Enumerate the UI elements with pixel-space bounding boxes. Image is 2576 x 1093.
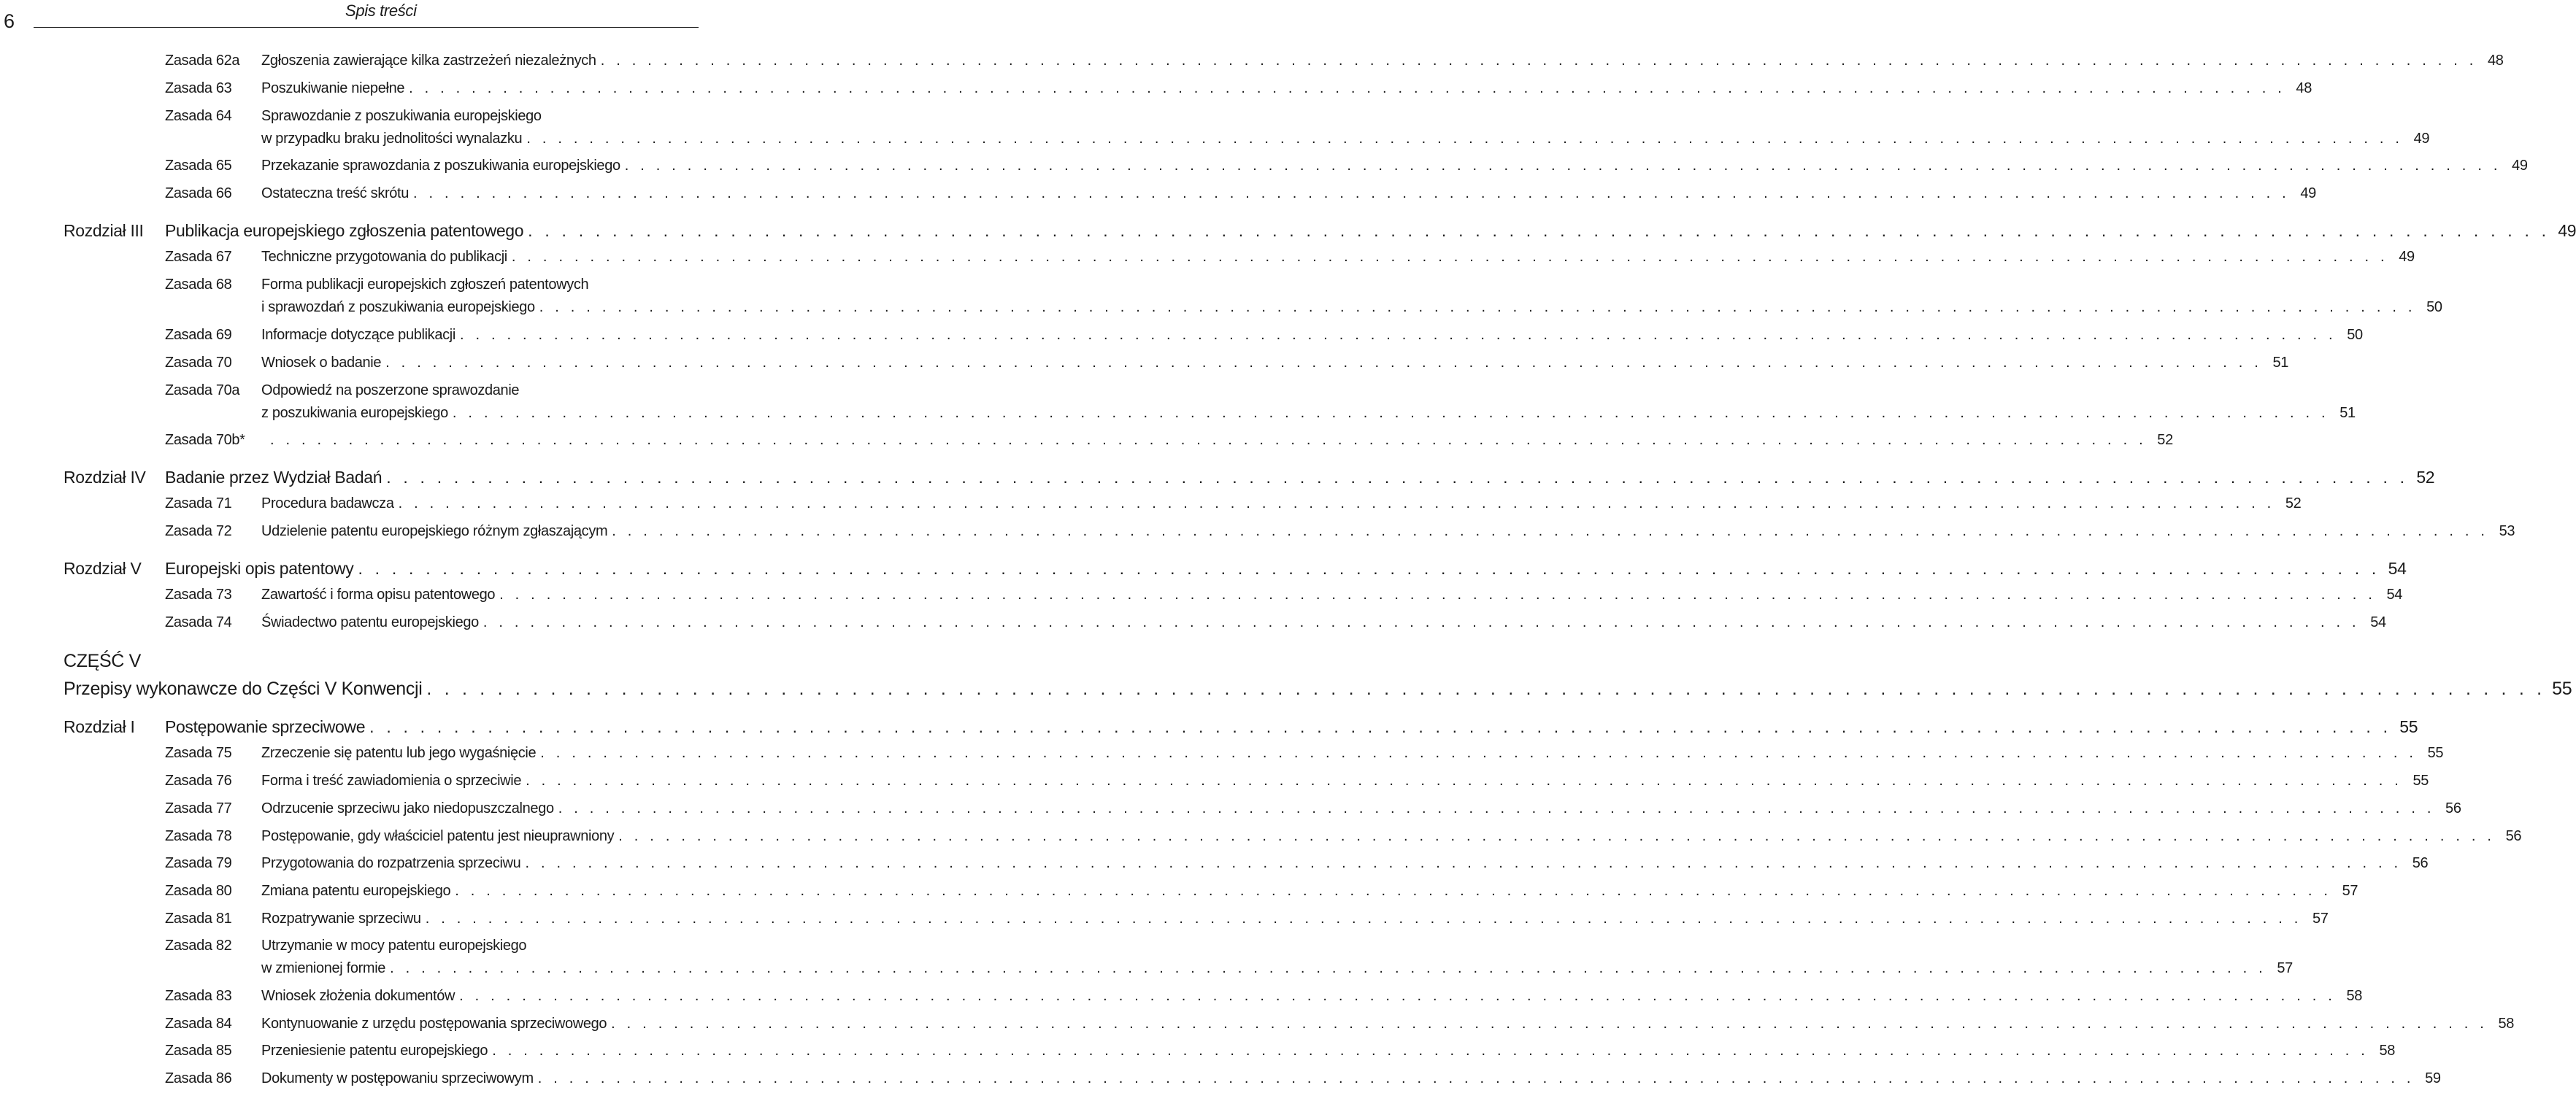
page-number: 6: [4, 10, 15, 32]
toc-line: [165, 559, 2407, 579]
toc-page-number: 48: [2488, 53, 2504, 69]
rule-label: Zasada 62a: [165, 53, 240, 69]
toc-page-number: 48: [2296, 80, 2312, 96]
toc-line: [261, 883, 2358, 900]
toc-title: Zmiana patentu europejskiego: [261, 883, 451, 899]
rule-label: Zasada 77: [165, 800, 232, 816]
toc-page-number: 55: [2412, 773, 2429, 789]
dot-leader: . . . . . . . . . . . . . . . . . . . . . . . . . . . . . . . . . . . . . . . . . . . . . . . . . . . . . . . . . . . . . . . . . . . . . . . . . . . . . . . . . . . . . . . . . . . . . . . . . . . . . . . . . . . . . . . . . . . . . . . .: [539, 299, 2416, 315]
toc-title: Kontynuowanie z urzędu postępowania sprzeciwowego: [261, 1016, 607, 1032]
toc-title: Rozpatrywanie sprzeciwu: [261, 911, 421, 927]
dot-leader: . . . . . . . . . . . . . . . . . . . . . . . . . . . . . . . . . . . . . . . . . . . . . . . . . . . . . . . . . . . . . . . . . . . . . . . . . . . . . . . . . . . . . . . . . . . . . . . . . . . . . . . . . . . . . . . . . . . . . . . .: [426, 679, 2546, 699]
toc-title: Udzielenie patentu europejskiego różnym zgłaszającym: [261, 523, 608, 539]
toc-title: Informacje dotyczące publikacji: [261, 327, 455, 343]
toc-line: [261, 523, 2515, 540]
toc-title: Wniosek złożenia dokumentów: [261, 988, 455, 1004]
toc-line: [261, 185, 2316, 202]
rule-label: Zasada 71: [165, 495, 232, 511]
dot-leader: . . . . . . . . . . . . . . . . . . . . . . . . . . . . . . . . . . . . . . . . . . . . . . . . . . . . . . . . . . . . . . . . . . . . . . . . . . . . . . . . . . . . . . . . . . . . . . . . . . . . . . . . . . . . . . . . . . . . . . . .: [526, 131, 2404, 147]
toc-entry-row[interactable]: [0, 614, 2386, 633]
rule-label: Zasada 63: [165, 80, 232, 96]
toc-line: [261, 773, 2429, 789]
toc-entry-row[interactable]: [0, 988, 2362, 1007]
toc-entry-row[interactable]: [0, 355, 2289, 374]
toc-line: [261, 327, 2363, 344]
toc-entry-row[interactable]: [0, 911, 2329, 930]
chapter-label: Rozdział III: [64, 221, 144, 240]
toc-title: Przeniesienie patentu europejskiego: [261, 1043, 488, 1059]
toc-entry-row[interactable]: [0, 495, 2302, 514]
header-rule: [34, 27, 699, 28]
toc-title: Zawartość i forma opisu patentowego: [261, 587, 496, 603]
dot-leader: . . . . . . . . . . . . . . . . . . . . . . . . . . . . . . . . . . . . . . . . . . . . . . . . . . . . . . . . . . . . . . . . . . . . . . . . . . . . . . . . . . . . . . . . . . . . . . . . . . . . . . . . . . . . . . . . . . . . . . . .: [526, 773, 2402, 789]
dot-leader: . . . . . . . . . . . . . . . . . . . . . . . . . . . . . . . . . . . . . . . . . . . . . . . . . . . . . . . . . . . . . . . . . . . . . . . . . . . . . . . . . . . . . . . . . . . . . . . . . . . . . . . . . . . . . . . . . . . . . . . .: [558, 800, 2435, 816]
dot-leader: . . . . . . . . . . . . . . . . . . . . . . . . . . . . . . . . . . . . . . . . . . . . . . . . . . . . . . . . . . . . . . . . . . . . . . . . . . . . . . . . . . . . . . . . . . . . . . . . . . . . . . . . . . . . . . . . . . . . . . . .: [452, 405, 2329, 421]
toc-line: [261, 1016, 2514, 1032]
toc-entry-row[interactable]: [0, 855, 2429, 874]
toc-page-number: 54: [2388, 559, 2407, 578]
rule-label: Zasada 66: [165, 185, 232, 201]
toc-title: Odrzucenie sprzeciwu jako niedopuszczalnego: [261, 800, 554, 816]
toc-entry-row[interactable]: [0, 523, 2515, 542]
dot-leader: . . . . . . . . . . . . . . . . . . . . . . . . . . . . . . . . . . . . . . . . . . . . . . . . . . . . . . . . . . . . . . . . . . . . . . . . . . . . . . . . . . . . . . . . . . . . . . . . . . . . . . . . . . . . . . . . . . . . . . . .: [600, 53, 2477, 69]
toc-line: [165, 717, 2418, 737]
toc-title: Forma i treść zawiadomienia o sprzeciwie: [261, 773, 522, 789]
toc-chapter-row[interactable]: [0, 221, 2576, 243]
toc-title: Zgłoszenia zawierające kilka zastrzeżeń niezależnych: [261, 53, 596, 69]
dot-leader: . . . . . . . . . . . . . . . . . . . . . . . . . . . . . . . . . . . . . . . . . . . . . . . . . . . . . . . . . . . . . . . . . . . . . . . . . . . . . . . . . . . . . . . . . . . . . . . . . . . . . . . . . . . . . . . . . . . . . . . .: [369, 717, 2392, 736]
dot-leader: . . . . . . . . . . . . . . . . . . . . . . . . . . . . . . . . . . . . . . . . . . . . . . . . . . . . . . . . . . . . . . . . . . . . . . . . . . . . . . . . . . . . . . . . . . . . . . . . . . . . . . . . . . . . . . . . . . . . . . . .: [525, 855, 2402, 871]
chapter-label: Rozdział IV: [64, 468, 146, 487]
dot-leader: . . . . . . . . . . . . . . . . . . . . . . . . . . . . . . . . . . . . . . . . . . . . . . . . . . . . . . . . . . . . . . . . . . . . . . . . . . . . . . . . . . . . . . . . . . . . . . . . . . . . . . . . . . . . . . . . . . . . . . . .: [540, 745, 2418, 761]
toc-page-number: 56: [2412, 855, 2429, 871]
dot-leader: . . . . . . . . . . . . . . . . . . . . . . . . . . . . . . . . . . . . . . . . . . . . . . . . . . . . . . . . . . . . . . . . . . . . . . . . . . . . . . . . . . . . . . . . . . . . . . . . . . . . . . . . . . . . . . . . . . . . . . . .: [612, 523, 2489, 539]
toc-entry-row[interactable]: [0, 249, 2415, 268]
rule-label: Zasada 70a: [165, 382, 240, 398]
dot-leader: . . . . . . . . . . . . . . . . . . . . . . . . . . . . . . . . . . . . . . . . . . . . . . . . . . . . . . . . . . . . . . . . . . . . . . . . . . . . . . . . . . . . . . . . . . . . . . . . . . . . . . . . . . . . . . . . . . . . . . . .: [455, 883, 2332, 899]
toc-page-number: 58: [2379, 1043, 2396, 1059]
toc-line: [261, 745, 2444, 762]
toc-page-number: 52: [2416, 468, 2435, 487]
toc-line: [261, 960, 2293, 977]
dot-leader: . . . . . . . . . . . . . . . . . . . . . . . . . . . . . . . . . . . . . . . . . . . . . . . . . . . . . . . . . . . . . . . . . . . . . . . . . . . . . . . . . . . . . . . . . . . . . . . . . . . . . . . . . . . . . . . . . . . . . . . .: [611, 1016, 2488, 1032]
dot-leader: . . . . . . . . . . . . . . . . . . . . . . . . . . . . . . . . . . . . . . . . . . . . . . . . . . . . . . . . . . . . . . . . . . . . . . . . . . . . . . . . . . . . . . . . . . . . . . . . . . . . . . . . . . . . . . . . . . . . . . . .: [492, 1043, 2369, 1059]
rule-label: Zasada 73: [165, 587, 232, 603]
toc-page-number: 51: [2339, 405, 2356, 421]
dot-leader: . . . . . . . . . . . . . . . . . . . . . . . . . . . . . . . . . . . . . . . . . . . . . . . . . . . . . . . . . . . . . . . . . . . . . . . . . . . . . . . . . . . . . . . . . . . . . . . . . . . . . . . . . . . . . . . . . . . . . . . .: [499, 587, 2376, 603]
toc-page-number: 57: [2312, 911, 2329, 927]
rule-label: Zasada 69: [165, 327, 232, 343]
rule-label: Zasada 76: [165, 773, 232, 789]
running-header: Spis treści: [345, 1, 417, 20]
toc-page-number: 53: [2499, 523, 2515, 539]
toc-page-number: 54: [2386, 587, 2402, 603]
dot-leader: . . . . . . . . . . . . . . . . . . . . . . . . . . . . . . . . . . . . . . . . . . . . . . . . . . . . . . . . . . . . . . . . . . . . . . . . . . . . . . . . . . . . . . . . . . . . . . . . . . . . . . . . . . . . . . . . . . . . . . . .: [528, 221, 2550, 240]
toc-page-number: 52: [2285, 495, 2302, 511]
toc-title: w przypadku braku jednolitości wynalazku: [261, 131, 523, 147]
toc-page-number: 58: [2498, 1016, 2514, 1032]
toc-line: [261, 495, 2302, 512]
toc-title: Procedura badawcza: [261, 495, 394, 511]
dot-leader: . . . . . . . . . . . . . . . . . . . . . . . . . . . . . . . . . . . . . . . . . . . . . . . . . . . . . . . . . . . . . . . . . . . . . . . . . . . . . . . . . . . . . . . . . . . . . . . . . . . . . . . . . . . . . . . . . . . . . . . .: [425, 911, 2302, 927]
toc-line: [261, 828, 2522, 845]
dot-leader: . . . . . . . . . . . . . . . . . . . . . . . . . . . . . . . . . . . . . . . . . . . . . . . . . . . . . . . . . . . . . . . . . . . . . . . . . . . . . . . . . . . . . . . . . . . . . . . . . . . . . . . . . . . . . . . . . . . . . . . .: [511, 249, 2388, 265]
toc-page-number: 49: [2512, 158, 2528, 174]
rule-label: Zasada 72: [165, 523, 232, 539]
part-label: CZĘŚĆ V: [64, 651, 141, 671]
toc-line: [261, 249, 2415, 266]
toc-title: z poszukiwania europejskiego: [261, 405, 448, 421]
toc-title-line: Forma publikacji europejskich zgłoszeń patentowych: [261, 277, 589, 293]
toc-title: Dokumenty w postępowaniu sprzeciwowym: [261, 1070, 534, 1086]
dot-leader: . . . . . . . . . . . . . . . . . . . . . . . . . . . . . . . . . . . . . . . . . . . . . . . . . . . . . . . . . . . . . . . . . . . . . . . . . . . . . . . . . . . . . . . . . . . . . . . . . . . . . . . . . . . . . . . . . . . . . . . .: [386, 468, 2409, 487]
toc-title: Publikacja europejskiego zgłoszenia patentowego: [165, 221, 524, 240]
rule-label: Zasada 82: [165, 938, 232, 954]
toc-entry-row[interactable]: [0, 382, 2356, 421]
toc-page-number: 58: [2346, 988, 2362, 1004]
toc-entry-row[interactable]: [0, 828, 2522, 847]
toc-entry-row[interactable]: [0, 277, 2442, 315]
toc-page-number: 55: [2399, 717, 2418, 736]
toc-title: Wniosek o badanie: [261, 355, 382, 371]
toc-entry-row[interactable]: [0, 745, 2444, 764]
rule-label: Zasada 80: [165, 883, 232, 899]
toc-entry-row[interactable]: [0, 938, 2293, 976]
rule-label: Zasada 86: [165, 1070, 232, 1086]
toc-chapter-row[interactable]: [0, 717, 2418, 739]
toc-title: Zrzeczenie się patentu lub jego wygaśnięcie: [261, 745, 537, 761]
toc-entry-row[interactable]: [0, 432, 2173, 451]
toc-page-number: 49: [2558, 221, 2576, 240]
toc-page-number: 49: [2413, 131, 2430, 147]
toc-title: Badanie przez Wydział Badań: [165, 468, 382, 487]
dot-leader: . . . . . . . . . . . . . . . . . . . . . . . . . . . . . . . . . . . . . . . . . . . . . . . . . . . . . . . . . . . . . . . . . . . . . . . . . . . . . . . . . . . . . . . . . . . . . . . . . . . . . . . . . . . . . . . . . . . . . . . .: [398, 495, 2275, 511]
dot-leader: . . . . . . . . . . . . . . . . . . . . . . . . . . . . . . . . . . . . . . . . . . . . . . . . . . . . . . . . . . . . . . . . . . . . . . . . . . . . . . . . . . . . . . . . . . . . . . . . . . . . . . . . . . . . . . . . . . . . . . . .: [409, 80, 2285, 96]
rule-label: Zasada 78: [165, 828, 232, 844]
toc-page-number: 56: [2445, 800, 2461, 816]
toc-title: Postępowanie sprzeciwowe: [165, 717, 366, 736]
toc-part-row[interactable]: [0, 651, 2572, 699]
toc-page-number: 55: [2427, 745, 2444, 761]
toc-page-number: 51: [2272, 355, 2289, 371]
toc-title: Europejski opis patentowy: [165, 559, 354, 578]
dot-leader: . . . . . . . . . . . . . . . . . . . . . . . . . . . . . . . . . . . . . . . . . . . . . . . . . . . . . . . . . . . . . . . . . . . . . . . . . . . . . . . . . . . . . . . . . . . . . . . . . . . . . . . . . . . . . . . . . . . . . . . .: [482, 614, 2360, 630]
toc-page-number: 49: [2399, 249, 2415, 265]
rule-label: Zasada 67: [165, 249, 232, 265]
toc-chapter-row[interactable]: [0, 468, 2435, 490]
toc-entry-row[interactable]: [0, 53, 2504, 72]
dot-leader: . . . . . . . . . . . . . . . . . . . . . . . . . . . . . . . . . . . . . . . . . . . . . . . . . . . . . . . . . . . . . . . . . . . . . . . . . . . . . . . . . . . . . . . . . . . . . . . . . . . . . . . . . . . . . . . . . . . . . . . .: [618, 828, 2496, 844]
toc-line: [261, 855, 2429, 872]
toc-line: [261, 158, 2528, 174]
rule-label: Zasada 68: [165, 277, 232, 293]
toc-entry-row[interactable]: [0, 587, 2402, 606]
rule-label: Zasada 81: [165, 911, 232, 927]
toc-title-line: Sprawozdanie z poszukiwania europejskiego: [261, 108, 542, 124]
toc-entry-row[interactable]: [0, 1070, 2441, 1089]
dot-leader: . . . . . . . . . . . . . . . . . . . . . . . . . . . . . . . . . . . . . . . . . . . . . . . . . . . . . . . . . . . . . . . . . . . . . . . . . . . . . . . . . . . . . . . . . . . . . . . . . . . . . . . . . . . . . . . . . . . . . . . .: [270, 432, 2147, 448]
toc-page-number: 56: [2505, 828, 2522, 844]
toc-entry-row[interactable]: [0, 773, 2429, 792]
toc-line: [261, 1043, 2396, 1059]
toc-line: [261, 911, 2329, 927]
toc-entry-row[interactable]: [0, 800, 2461, 819]
toc-line: [261, 988, 2362, 1005]
toc-title: Poszukiwanie niepełne: [261, 80, 405, 96]
toc-entry-row[interactable]: [0, 327, 2363, 346]
dot-leader: . . . . . . . . . . . . . . . . . . . . . . . . . . . . . . . . . . . . . . . . . . . . . . . . . . . . . . . . . . . . . . . . . . . . . . . . . . . . . . . . . . . . . . . . . . . . . . . . . . . . . . . . . . . . . . . . . . . . . . . .: [385, 355, 2263, 371]
toc-entry-row[interactable]: [0, 158, 2528, 177]
chapter-label: Rozdział I: [64, 717, 135, 736]
toc-title: w zmienionej formie: [261, 960, 386, 976]
toc-title: Przekazanie sprawozdania z poszukiwania europejskiego: [261, 158, 620, 174]
toc-chapter-row[interactable]: [0, 559, 2407, 581]
toc-page-number: 57: [2342, 883, 2358, 899]
toc-title: i sprawozdań z poszukiwania europejskiego: [261, 299, 535, 315]
toc-line: [64, 679, 2572, 700]
toc-line: [165, 221, 2576, 241]
toc-line: [261, 1070, 2441, 1087]
toc-entry-row[interactable]: [0, 80, 2312, 99]
toc-title: Postępowanie, gdy właściciel patentu jest nieuprawniony: [261, 828, 615, 844]
toc-page-number: 55: [2552, 679, 2572, 699]
toc-line: [261, 405, 2356, 422]
toc-title: Techniczne przygotowania do publikacji: [261, 249, 507, 265]
chapter-label: Rozdział V: [64, 559, 142, 578]
dot-leader: . . . . . . . . . . . . . . . . . . . . . . . . . . . . . . . . . . . . . . . . . . . . . . . . . . . . . . . . . . . . . . . . . . . . . . . . . . . . . . . . . . . . . . . . . . . . . . . . . . . . . . . . . . . . . . . . . . . . . . . .: [390, 960, 2267, 976]
dot-leader: . . . . . . . . . . . . . . . . . . . . . . . . . . . . . . . . . . . . . . . . . . . . . . . . . . . . . . . . . . . . . . . . . . . . . . . . . . . . . . . . . . . . . . . . . . . . . . . . . . . . . . . . . . . . . . . . . . . . . . . .: [413, 185, 2290, 201]
toc-line: [165, 468, 2435, 487]
dot-leader: . . . . . . . . . . . . . . . . . . . . . . . . . . . . . . . . . . . . . . . . . . . . . . . . . . . . . . . . . . . . . . . . . . . . . . . . . . . . . . . . . . . . . . . . . . . . . . . . . . . . . . . . . . . . . . . . . . . . . . . .: [358, 559, 2380, 578]
toc-page-number: 52: [2157, 432, 2173, 448]
toc-line: [261, 355, 2289, 371]
toc-page-number: 50: [2347, 327, 2363, 343]
toc-line: [261, 614, 2386, 631]
toc-title-line: Odpowiedź na poszerzone sprawozdanie: [261, 382, 520, 398]
toc-line: [261, 800, 2461, 817]
rule-label: Zasada 85: [165, 1043, 232, 1059]
rule-label: Zasada 75: [165, 745, 232, 761]
toc-entry-row[interactable]: [0, 185, 2316, 204]
toc-line: [261, 53, 2504, 69]
toc-entry-row[interactable]: [0, 883, 2358, 902]
toc-entry-row[interactable]: [0, 1016, 2514, 1035]
toc-page-number: 49: [2300, 185, 2316, 201]
toc-line: [261, 80, 2312, 97]
toc-line: [261, 131, 2430, 147]
toc-title-line: Utrzymanie w mocy patentu europejskiego: [261, 938, 527, 954]
dot-leader: . . . . . . . . . . . . . . . . . . . . . . . . . . . . . . . . . . . . . . . . . . . . . . . . . . . . . . . . . . . . . . . . . . . . . . . . . . . . . . . . . . . . . . . . . . . . . . . . . . . . . . . . . . . . . . . . . . . . . . . .: [624, 158, 2502, 174]
rule-label: Zasada 70: [165, 355, 232, 371]
toc-page-number: 57: [2277, 960, 2293, 976]
toc-title: Świadectwo patentu europejskiego: [261, 614, 479, 630]
toc-line: [261, 299, 2442, 316]
rule-label: Zasada 64: [165, 108, 232, 124]
rule-label: Zasada 84: [165, 1016, 232, 1032]
toc-line: [261, 587, 2402, 603]
toc-line: [270, 432, 2173, 449]
rule-label: Zasada 79: [165, 855, 232, 871]
toc-entry-row[interactable]: [0, 108, 2430, 147]
toc-entry-row[interactable]: [0, 1043, 2396, 1062]
dot-leader: . . . . . . . . . . . . . . . . . . . . . . . . . . . . . . . . . . . . . . . . . . . . . . . . . . . . . . . . . . . . . . . . . . . . . . . . . . . . . . . . . . . . . . . . . . . . . . . . . . . . . . . . . . . . . . . . . . . . . . . .: [459, 988, 2336, 1004]
toc-title: Przygotowania do rozpatrzenia sprzeciwu: [261, 855, 521, 871]
rule-label: Zasada 65: [165, 158, 232, 174]
rule-label: Zasada 83: [165, 988, 232, 1004]
rule-label: Zasada 70b*: [165, 432, 245, 448]
rule-label: Zasada 74: [165, 614, 232, 630]
toc-title: Ostateczna treść skrótu: [261, 185, 410, 201]
toc-title: Przepisy wykonawcze do Części V Konwencji: [64, 679, 423, 699]
toc-page-number: 59: [2425, 1070, 2441, 1086]
toc-page-number: 54: [2370, 614, 2386, 630]
dot-leader: . . . . . . . . . . . . . . . . . . . . . . . . . . . . . . . . . . . . . . . . . . . . . . . . . . . . . . . . . . . . . . . . . . . . . . . . . . . . . . . . . . . . . . . . . . . . . . . . . . . . . . . . . . . . . . . . . . . . . . . .: [459, 327, 2337, 343]
toc-page-number: 50: [2426, 299, 2442, 315]
dot-leader: . . . . . . . . . . . . . . . . . . . . . . . . . . . . . . . . . . . . . . . . . . . . . . . . . . . . . . . . . . . . . . . . . . . . . . . . . . . . . . . . . . . . . . . . . . . . . . . . . . . . . . . . . . . . . . . . . . . . . . . .: [537, 1070, 2415, 1086]
